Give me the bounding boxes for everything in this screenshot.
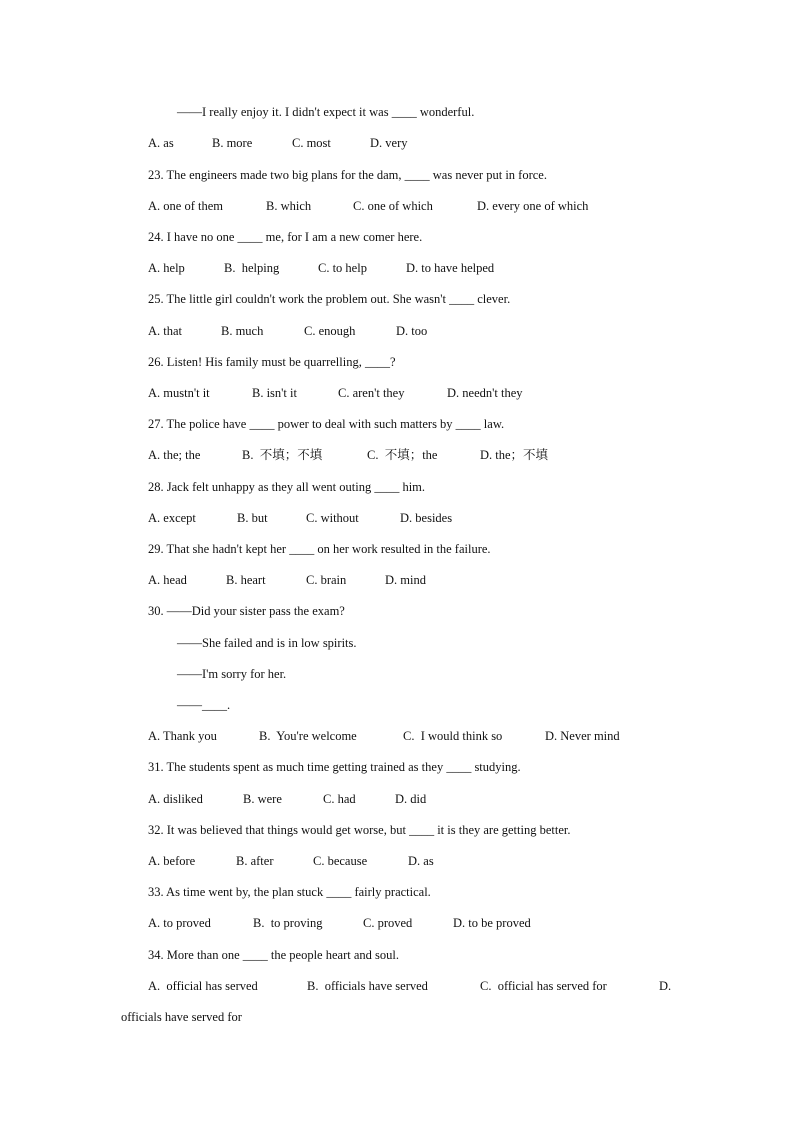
option-a: A. as [148,136,174,150]
option-b: B. You're welcome [259,729,357,743]
question-stem: 25. The little girl couldn't work the problem out. She wasn't ____ clever. [148,292,511,306]
question-stem: 27. The police have ____ power to deal with such matters by ____ law. [148,417,505,431]
option-d: D. needn't they [447,386,523,400]
option-d: D. besides [400,511,453,525]
option-b: B. which [266,199,312,213]
question-stem: 24. I have no one ____ me, for I am a new comer here. [148,230,423,244]
option-d: D. mind [385,573,426,587]
option-c: C. official has served for [480,979,607,993]
option-c: C. had [323,792,356,806]
option-c: C. aren't they [338,386,405,400]
option-c: C. 不填；the [367,448,438,462]
option-b: B. 不填；不填 [242,448,323,462]
option-a: A. that [148,324,183,338]
option-d: D. to be proved [453,916,531,930]
question-stem: 26. Listen! His family must be quarrelling, ____? [148,355,396,369]
option-a: A. except [148,511,196,525]
option-c: C. brain [306,573,347,587]
option-a: A. one of them [148,199,223,213]
option-d: D. [659,979,672,993]
option-a: A. head [148,573,187,587]
option-a: A. the; the [148,448,201,462]
option-a: A. to proved [148,916,211,930]
option-b: B. isn't it [252,386,297,400]
option-b: B. were [243,792,282,806]
option-d: D. did [395,792,427,806]
option-d: D. too [396,324,428,338]
option-continuation: officials have served for [121,1010,242,1024]
option-c: C. enough [304,324,356,338]
dialog-line: ——I'm sorry for her. [177,667,287,681]
option-b: B. helping [224,261,280,275]
option-b: B. more [212,136,253,150]
option-d: D. as [408,854,434,868]
option-b: B. officials have served [307,979,428,993]
option-c: C. most [292,136,331,150]
option-d: D. every one of which [477,199,589,213]
question-stem: 30. ——Did your sister pass the exam? [148,604,345,618]
dialog-line: ——I really enjoy it. I didn't expect it was ____ wonderful. [177,105,475,119]
question-stem: 34. More than one ____ the people heart and soul. [148,948,399,962]
dialog-line: ——____. [177,698,231,712]
option-c: C. one of which [353,199,433,213]
option-c: C. I would think so [403,729,503,743]
option-d: D. very [370,136,408,150]
option-a: A. mustn't it [148,386,210,400]
option-a: A. before [148,854,196,868]
option-d: D. to have helped [406,261,495,275]
question-stem: 23. The engineers made two big plans for the dam, ____ was never put in force. [148,168,547,182]
option-c: C. because [313,854,368,868]
question-stem: 32. It was believed that things would get worse, but ____ it is they are getting better. [148,823,571,837]
option-b: B. after [236,854,274,868]
option-b: B. to proving [253,916,323,930]
option-a: A. disliked [148,792,203,806]
option-b: B. but [237,511,268,525]
option-c: C. proved [363,916,413,930]
option-a: A. Thank you [148,729,217,743]
question-stem: 31. The students spent as much time getting trained as they ____ studying. [148,760,521,774]
question-stem: 29. That she hadn't kept her ____ on her work resulted in the failure. [148,542,491,556]
option-a: A. official has served [148,979,258,993]
option-b: B. heart [226,573,266,587]
option-d: D. the；不填 [480,448,549,462]
option-d: D. Never mind [545,729,620,743]
question-stem: 33. As time went by, the plan stuck ____ fairly practical. [148,885,431,899]
option-c: C. without [306,511,359,525]
option-a: A. help [148,261,185,275]
question-stem: 28. Jack felt unhappy as they all went outing ____ him. [148,480,426,494]
option-b: B. much [221,324,264,338]
dialog-line: ——She failed and is in low spirits. [177,636,357,650]
option-c: C. to help [318,261,367,275]
